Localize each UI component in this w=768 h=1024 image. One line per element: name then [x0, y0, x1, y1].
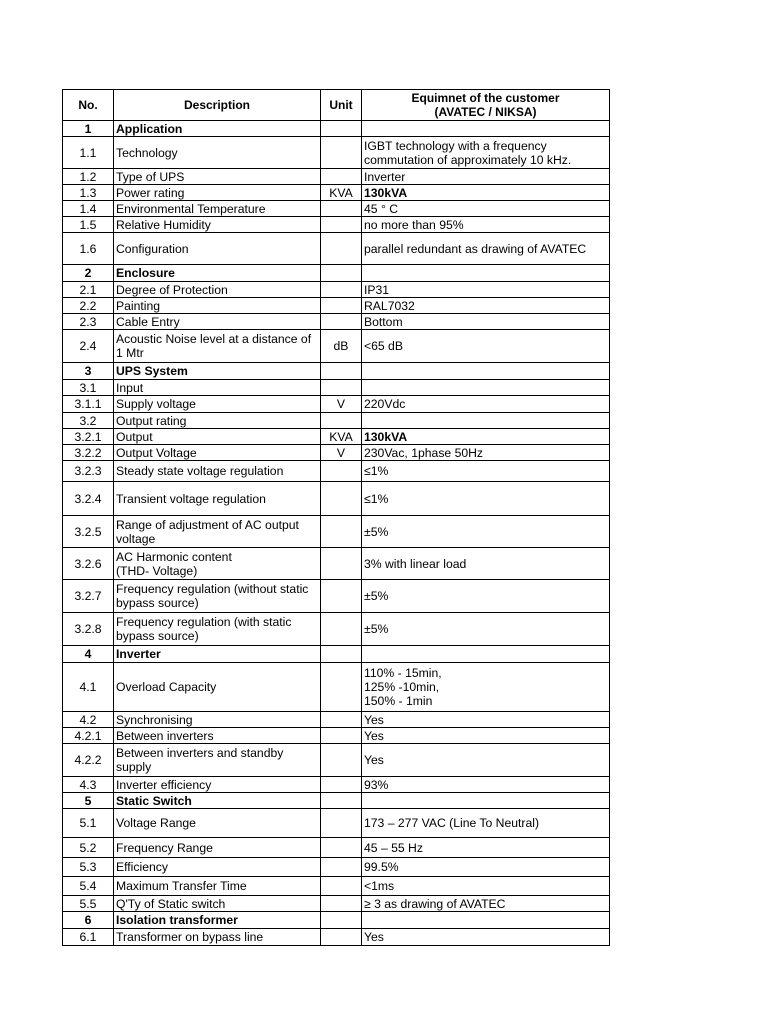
header-description: Description — [114, 90, 321, 121]
row-equipment-cell: 3% with linear load — [362, 548, 610, 580]
table-row — [63, 185, 610, 201]
row-unit-cell — [321, 265, 362, 282]
row-description-cell: Technology — [114, 137, 321, 169]
row-number-cell: 5 — [63, 793, 114, 809]
row-description-cell: Q'Ty of Static switch — [114, 896, 321, 912]
table-row — [63, 445, 610, 461]
row-number-cell: 3.2.5 — [63, 516, 114, 548]
row-description-cell: Isolation transformer — [114, 912, 321, 929]
row-description-cell: Type of UPS — [114, 169, 321, 185]
row-equipment-cell: <65 dB — [362, 330, 610, 363]
row-description-cell: Environmental Temperature — [114, 201, 321, 217]
table-row — [63, 201, 610, 217]
row-unit-cell: KVA — [321, 185, 362, 201]
header-equipment — [362, 90, 610, 121]
row-unit-cell — [321, 877, 362, 896]
row-description-cell: Range of adjustment of AC output voltage — [114, 516, 321, 548]
row-description-cell: Between inverters and standby supply — [114, 744, 321, 777]
row-number-cell: 5.3 — [63, 858, 114, 877]
row-number-cell: 3.2.1 — [63, 429, 114, 445]
row-description-cell: Between inverters — [114, 728, 321, 744]
table-row — [63, 137, 610, 169]
row-number-cell: 2.3 — [63, 314, 114, 330]
row-description-cell: Configuration — [114, 233, 321, 265]
row-description-cell: Maximum Transfer Time — [114, 877, 321, 896]
row-unit-cell — [321, 809, 362, 838]
row-number-cell: 3.2.4 — [63, 482, 114, 516]
row-number-cell: 1.5 — [63, 217, 114, 233]
row-unit-cell — [321, 793, 362, 809]
row-unit-cell — [321, 838, 362, 858]
table-row — [63, 712, 610, 728]
header-no: No. — [63, 90, 114, 121]
row-number-cell: 3.1.1 — [63, 396, 114, 413]
row-equipment-cell: 93% — [362, 777, 610, 793]
table-row — [63, 233, 610, 265]
row-equipment-cell: ±5% — [362, 580, 610, 613]
row-description-cell: Cable Entry — [114, 314, 321, 330]
row-equipment-cell — [362, 793, 610, 809]
row-description-cell: Transient voltage regulation — [114, 482, 321, 516]
row-unit-cell — [321, 728, 362, 744]
row-equipment-cell: 220Vdc — [362, 396, 610, 413]
row-description-cell: Supply voltage — [114, 396, 321, 413]
row-description-cell: Transformer on bypass line — [114, 929, 321, 946]
table-row — [63, 298, 610, 314]
table-row — [63, 929, 610, 946]
row-number-cell: 3.2.8 — [63, 613, 114, 646]
row-description-cell: Output Voltage — [114, 445, 321, 461]
row-unit-cell — [321, 516, 362, 548]
row-number-cell: 4 — [63, 646, 114, 663]
table-row — [63, 217, 610, 233]
row-unit-cell — [321, 929, 362, 946]
table-row — [63, 809, 610, 838]
section-row — [63, 265, 610, 282]
table-row — [63, 169, 610, 185]
row-equipment-cell — [362, 265, 610, 282]
row-equipment-cell: ±5% — [362, 516, 610, 548]
header-row — [63, 90, 610, 121]
row-number-cell: 3 — [63, 363, 114, 380]
row-equipment-cell: RAL7032 — [362, 298, 610, 314]
row-unit-cell — [321, 896, 362, 912]
table-row — [63, 314, 610, 330]
row-number-cell: 1.2 — [63, 169, 114, 185]
row-description-cell: Painting — [114, 298, 321, 314]
row-equipment-cell: parallel redundant as drawing of AVATEC — [362, 233, 610, 265]
row-equipment-cell: Yes — [362, 744, 610, 777]
row-description-cell: Frequency regulation (without static bypass source) — [114, 580, 321, 613]
row-unit-cell: KVA — [321, 429, 362, 445]
row-number-cell: 3.2.7 — [63, 580, 114, 613]
row-unit-cell — [321, 548, 362, 580]
row-unit-cell — [321, 461, 362, 482]
row-description-cell: Frequency Range — [114, 838, 321, 858]
row-unit-cell — [321, 201, 362, 217]
row-equipment-cell: 130kVA — [362, 429, 610, 445]
row-unit-cell — [321, 137, 362, 169]
row-equipment-cell — [362, 912, 610, 929]
row-description-cell: Output rating — [114, 413, 321, 429]
row-number-cell: 2.4 — [63, 330, 114, 363]
section-row — [63, 646, 610, 663]
row-equipment-cell — [362, 646, 610, 663]
row-description-cell: Relative Humidity — [114, 217, 321, 233]
row-number-cell: 3.1 — [63, 380, 114, 396]
row-unit-cell — [321, 413, 362, 429]
row-description-cell: Degree of Protection — [114, 282, 321, 298]
row-equipment-cell: IP31 — [362, 282, 610, 298]
table-row — [63, 330, 610, 363]
row-equipment-cell: 45 – 55 Hz — [362, 838, 610, 858]
row-unit-cell — [321, 613, 362, 646]
table-row — [63, 777, 610, 793]
row-equipment-cell: Yes — [362, 712, 610, 728]
row-equipment-cell: Yes — [362, 929, 610, 946]
table-row — [63, 663, 610, 712]
row-description-cell: Power rating — [114, 185, 321, 201]
specification-table — [62, 89, 610, 946]
row-equipment-cell — [362, 413, 610, 429]
row-unit-cell — [321, 482, 362, 516]
row-number-cell: 1.4 — [63, 201, 114, 217]
row-equipment-cell: 110% - 15min, 125% -10min, 150% - 1min — [362, 663, 610, 712]
row-description-cell: AC Harmonic content (THD- Voltage) — [114, 548, 321, 580]
table-row — [63, 516, 610, 548]
section-row — [63, 912, 610, 929]
row-unit-cell: dB — [321, 330, 362, 363]
row-description-cell: Enclosure — [114, 265, 321, 282]
row-unit-cell — [321, 777, 362, 793]
row-number-cell: 5.2 — [63, 838, 114, 858]
row-unit-cell — [321, 169, 362, 185]
row-unit-cell — [321, 121, 362, 137]
table-row — [63, 877, 610, 896]
row-number-cell: 1.3 — [63, 185, 114, 201]
row-unit-cell — [321, 858, 362, 877]
row-number-cell: 1.6 — [63, 233, 114, 265]
row-equipment-cell — [362, 380, 610, 396]
row-equipment-cell: 45 ° C — [362, 201, 610, 217]
row-equipment-cell: IGBT technology with a frequency commutation of approximately 10 kHz. — [362, 137, 610, 169]
row-number-cell: 6.1 — [63, 929, 114, 946]
row-description-cell: UPS System — [114, 363, 321, 380]
row-number-cell: 3.2 — [63, 413, 114, 429]
row-description-cell: Output — [114, 429, 321, 445]
row-description-cell: Frequency regulation (with static bypass source) — [114, 613, 321, 646]
section-row — [63, 121, 610, 137]
row-number-cell: 5.5 — [63, 896, 114, 912]
section-row — [63, 363, 610, 380]
row-equipment-cell: ≤1% — [362, 482, 610, 516]
row-description-cell: Overload Capacity — [114, 663, 321, 712]
table-row — [63, 413, 610, 429]
row-unit-cell — [321, 646, 362, 663]
row-description-cell: Voltage Range — [114, 809, 321, 838]
table-row — [63, 580, 610, 613]
header-unit: Unit — [321, 90, 362, 121]
row-number-cell: 6 — [63, 912, 114, 929]
row-equipment-cell: 99.5% — [362, 858, 610, 877]
row-number-cell: 1 — [63, 121, 114, 137]
row-number-cell: 2.1 — [63, 282, 114, 298]
table-row — [63, 728, 610, 744]
table-row — [63, 461, 610, 482]
row-equipment-cell — [362, 121, 610, 137]
section-row — [63, 793, 610, 809]
row-number-cell: 2 — [63, 265, 114, 282]
table-row — [63, 380, 610, 396]
row-description-cell: Inverter efficiency — [114, 777, 321, 793]
row-unit-cell — [321, 363, 362, 380]
table-row — [63, 896, 610, 912]
row-unit-cell: V — [321, 396, 362, 413]
row-number-cell: 4.3 — [63, 777, 114, 793]
row-equipment-cell: Bottom — [362, 314, 610, 330]
table-row — [63, 744, 610, 777]
row-number-cell: 2.2 — [63, 298, 114, 314]
row-unit-cell — [321, 298, 362, 314]
row-number-cell: 5.1 — [63, 809, 114, 838]
row-unit-cell — [321, 663, 362, 712]
row-unit-cell — [321, 282, 362, 298]
table-body — [63, 121, 610, 946]
row-number-cell: 1.1 — [63, 137, 114, 169]
row-equipment-cell: 173 – 277 VAC (Line To Neutral) — [362, 809, 610, 838]
row-description-cell: Static Switch — [114, 793, 321, 809]
row-description-cell: Efficiency — [114, 858, 321, 877]
row-description-cell: Input — [114, 380, 321, 396]
table-row — [63, 858, 610, 877]
table-row — [63, 282, 610, 298]
row-number-cell: 3.2.3 — [63, 461, 114, 482]
row-description-cell: Synchronising — [114, 712, 321, 728]
row-description-cell: Steady state voltage regulation — [114, 461, 321, 482]
header-equipment-line2: (AVATEC / NIKSA) — [434, 105, 537, 119]
table-row — [63, 482, 610, 516]
table-row — [63, 548, 610, 580]
row-equipment-cell: 130kVA — [362, 185, 610, 201]
row-unit-cell: V — [321, 445, 362, 461]
row-equipment-cell: 230Vac, 1phase 50Hz — [362, 445, 610, 461]
row-number-cell: 5.4 — [63, 877, 114, 896]
row-equipment-cell: Inverter — [362, 169, 610, 185]
row-number-cell: 4.2 — [63, 712, 114, 728]
row-equipment-cell: <1ms — [362, 877, 610, 896]
row-number-cell: 4.2.1 — [63, 728, 114, 744]
row-equipment-cell: ≤1% — [362, 461, 610, 482]
row-equipment-cell: ±5% — [362, 613, 610, 646]
row-unit-cell — [321, 580, 362, 613]
row-equipment-cell: Yes — [362, 728, 610, 744]
row-description-cell: Inverter — [114, 646, 321, 663]
row-number-cell: 4.2.2 — [63, 744, 114, 777]
row-unit-cell — [321, 314, 362, 330]
table-row — [63, 613, 610, 646]
row-unit-cell — [321, 712, 362, 728]
table-row — [63, 838, 610, 858]
row-equipment-cell: ≥ 3 as drawing of AVATEC — [362, 896, 610, 912]
row-number-cell: 3.2.2 — [63, 445, 114, 461]
row-unit-cell — [321, 233, 362, 265]
row-equipment-cell: no more than 95% — [362, 217, 610, 233]
row-unit-cell — [321, 217, 362, 233]
row-number-cell: 3.2.6 — [63, 548, 114, 580]
row-description-cell: Application — [114, 121, 321, 137]
row-unit-cell — [321, 744, 362, 777]
row-unit-cell — [321, 380, 362, 396]
table-row — [63, 429, 610, 445]
table-row — [63, 396, 610, 413]
row-unit-cell — [321, 912, 362, 929]
row-number-cell: 4.1 — [63, 663, 114, 712]
header-equipment-line1: Equimnet of the customer — [411, 91, 560, 105]
row-description-cell: Acoustic Noise level at a distance of 1 Mtr — [114, 330, 321, 363]
row-equipment-cell — [362, 363, 610, 380]
